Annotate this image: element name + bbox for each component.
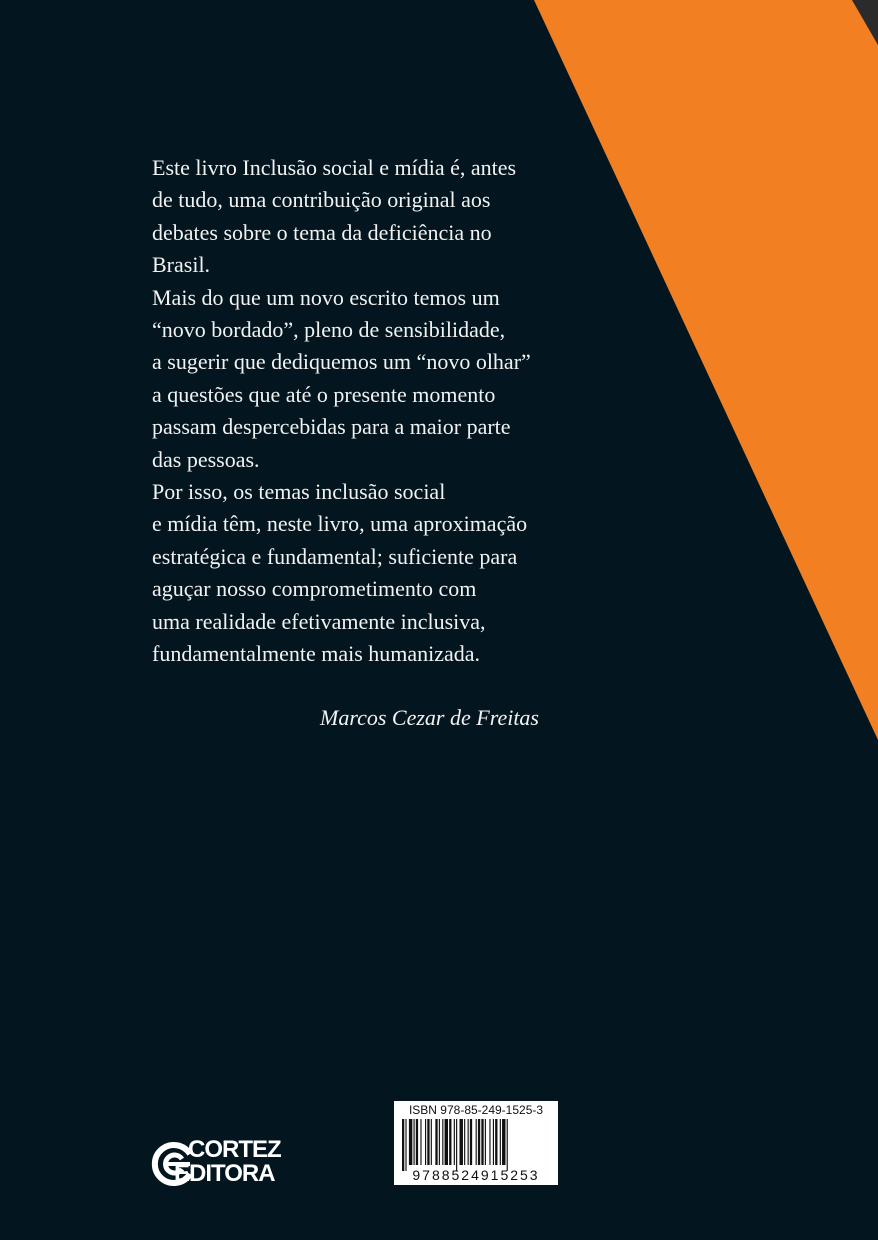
barcode-bar [449,1119,451,1165]
barcode-bar [427,1119,429,1165]
barcode-bar [464,1119,465,1165]
barcode-bar [468,1119,469,1165]
barcode-bar [405,1119,406,1171]
barcode-bar [478,1119,480,1165]
barcode-bar [445,1119,448,1165]
blurb-line: Por isso, os temas inclusão social [152,479,446,505]
barcode-bar [476,1119,477,1165]
barcode-bar [435,1119,437,1165]
blurb-line: aguçar nosso comprometimento com [152,576,477,602]
barcode-digits: 9788524915253 [412,1167,540,1183]
back-cover-blurb [152,152,582,671]
barcode-bar [481,1119,483,1165]
barcode-bar [442,1119,443,1165]
barcode-bar [507,1119,508,1171]
barcode-bar [460,1119,463,1165]
publisher-logo [150,1138,300,1190]
barcode-bar [500,1119,501,1165]
blurb-line: debates sobre o tema da deficiência no [152,219,492,245]
barcode-bar [454,1119,455,1165]
barcode-bar [425,1119,426,1165]
barcode-bar [416,1119,418,1165]
blurb-line: uma realidade efetivamente inclusiva, [152,608,486,634]
barcode-bar [431,1119,432,1165]
blurb-line: “novo bordado”, pleno de sensibilidade, [152,317,506,343]
blurb-line: passam despercebidas para a maior parte [152,414,511,440]
barcode-bar [414,1119,415,1165]
blurb-line: Mais do que um novo escrito temos um [152,284,500,310]
blurb-line: estratégica e fundamental; suficiente para [152,543,518,569]
blurb-line: das pessoas. [152,446,260,472]
barcode-bar [420,1119,421,1165]
blurb-author: Marcos Cezar de Freitas [320,705,539,730]
blurb-line: a questões que até o presente momento [152,381,496,407]
barcode-bar [402,1119,404,1171]
barcode-bar [485,1119,486,1165]
publisher-name [174,1138,300,1186]
orange-band [534,0,878,740]
barcode-bars [400,1119,552,1171]
barcode-bar [502,1119,505,1165]
barcode-bar [470,1119,472,1165]
isbn-label: ISBN 978-85-249-1525-3 [408,1103,544,1117]
blurb-line: e mídia têm, neste livro, uma aproximação [152,511,528,537]
publisher-name-line1: CORTEZ [188,1136,281,1163]
barcode-bar [456,1119,457,1171]
isbn-barcode [394,1101,558,1185]
blurb-line: a sugerir que dediquemos um “novo olhar” [152,349,531,375]
blurb-line: fundamentalmente mais humanizada. [152,641,481,667]
blurb-line: de tudo, uma contribuição original aos [152,187,491,213]
barcode-bar [495,1119,497,1165]
publisher-name-line2: EDITORA [174,1160,275,1187]
blurb-line: Este livro Inclusão social e mídia é, antes [152,155,517,180]
barcode-bar [493,1119,494,1165]
blurb-line: Brasil. [152,252,211,278]
barcode-bar [439,1119,440,1165]
barcode-bar [489,1119,490,1165]
barcode-bar [409,1119,412,1165]
